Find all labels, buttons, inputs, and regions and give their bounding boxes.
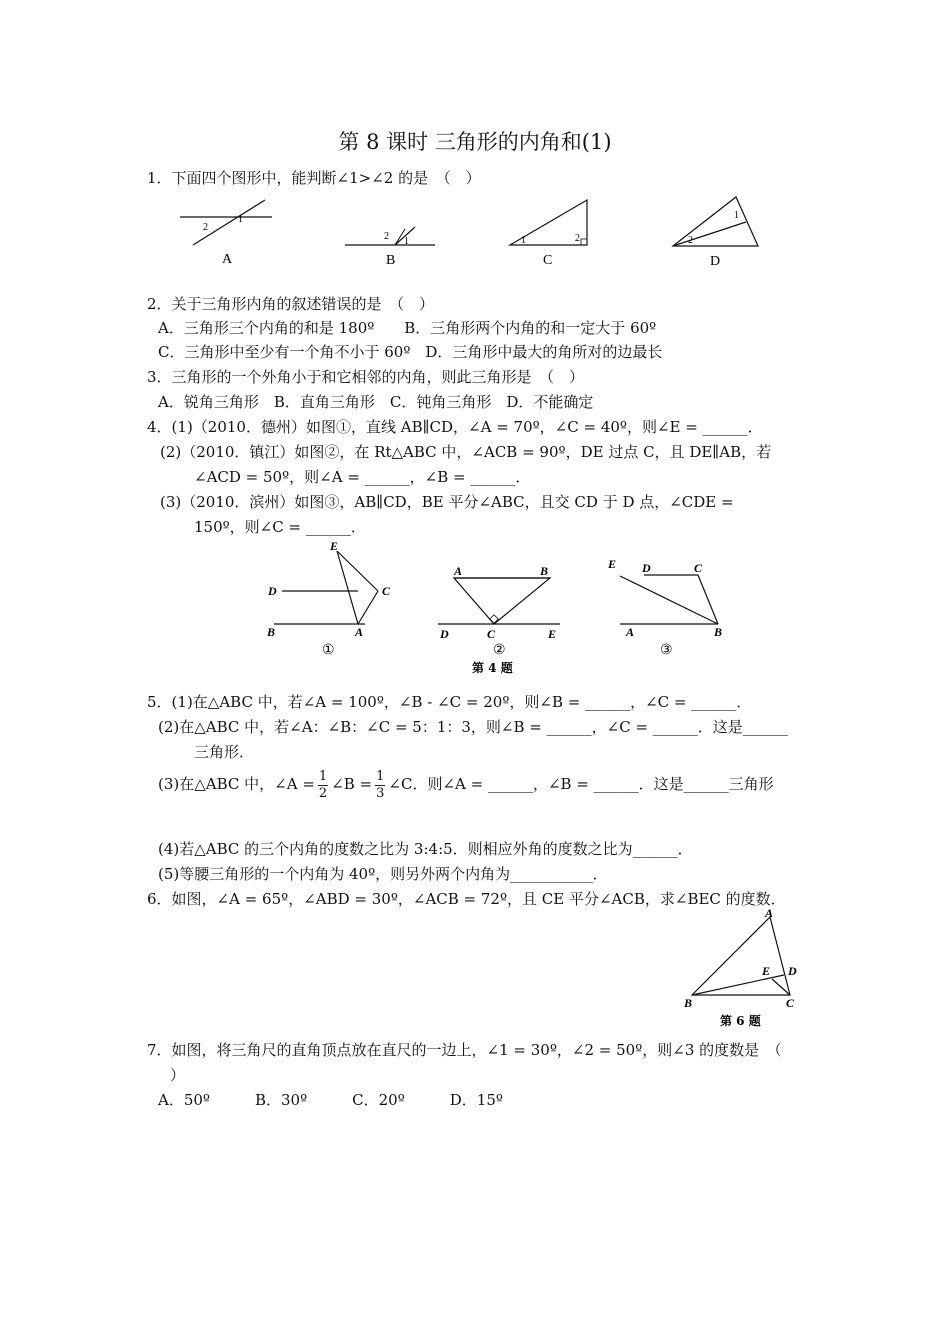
q1-figure-b [340, 215, 440, 270]
q1-d-caption: D [710, 254, 721, 269]
q5-part2-line1: (2)在△ABC 中，若∠A：∠B：∠C = 5：1：3，则∠B = ______，∠C = ______．这是______ [158, 718, 788, 736]
q4-f2-label-e: E [548, 627, 557, 641]
q6-label-c: C [786, 996, 795, 1010]
q4-figure-1 [260, 538, 400, 658]
q1-b-caption: B [386, 253, 396, 268]
q4-f3-caption: ③ [660, 642, 673, 658]
q4-f2-label-a: A [454, 564, 463, 578]
q4-f3-label-e: E [608, 557, 617, 571]
q4-f1-label-b: B [267, 625, 276, 639]
q4-f1-caption: ① [322, 642, 335, 658]
q1-figure-a [175, 195, 280, 267]
q5-part2-line2: 三角形． [194, 743, 255, 761]
q4-part2-line2: ∠ACD = 50º，则∠A = ______，∠B = ______． [194, 468, 531, 486]
q6-label-e: E [762, 964, 771, 978]
q4-part2-line1: (2)（2010．镇江）如图②，在 Rt△ABC 中，∠ACB = 90º，DE 过点 C，且 DE∥AB，若 [160, 443, 772, 461]
q4-f3-label-b: B [714, 625, 723, 639]
q4-f2-label-c: C [487, 627, 496, 641]
q4-figure-caption: 第 4 题 [472, 661, 513, 675]
q2-stem: 2．关于三角形内角的叙述错误的是 （ ） [147, 295, 435, 313]
q4-f1-label-e: E [330, 539, 339, 553]
q3-options: A．锐角三角形 B．直角三角形 C．钝角三角形 D．不能确定 [158, 393, 594, 411]
q1-d-mark-1: 1 [734, 210, 739, 221]
q7-stem-line2: ） [170, 1066, 186, 1084]
q6-stem: 6．如图，∠A = 65º，∠ABD = 30º，∠ACB = 72º，且 CE 平分∠ACB，求∠BEC 的度数． [147, 890, 786, 908]
q1-b-mark-2: 2 [384, 231, 389, 242]
q2-options-cd: C．三角形中至少有一个角不小于 60º D．三角形中最大的角所对的边最长 [158, 343, 663, 361]
q4-figure-2 [432, 560, 572, 678]
q1-a-mark-2: 2 [203, 222, 208, 233]
q6-figure [680, 905, 810, 1033]
q1-d-mark-2: 2 [688, 235, 693, 246]
q1-c-mark-1: 1 [521, 235, 526, 246]
q6-label-d: D [788, 964, 797, 978]
q4-f3-label-d: D [642, 561, 651, 575]
q4-f2-label-b: B [540, 564, 549, 578]
q5-part4: (4)若△ABC 的三个内角的度数之比为 3:4:5．则相应外角的度数之比为______． [158, 840, 693, 858]
q1-b-mark-1: 1 [404, 236, 409, 247]
q5-part3-middle: ∠B = [331, 775, 373, 793]
q6-label-b: B [684, 996, 693, 1010]
q1-c-mark-2: 2 [575, 233, 580, 244]
q1-figure-c [505, 195, 597, 270]
q4-f3-label-c: C [694, 561, 703, 575]
q5-part3-prefix: (3)在△ABC 中，∠A = [158, 775, 315, 793]
q4-f2-label-d: D [440, 627, 449, 641]
q4-f1-label-c: C [382, 584, 391, 598]
q5-fraction-third: $\frac{1}{3}$ [376, 768, 385, 801]
q4-part3-line2: 150º，则∠C = ______． [194, 518, 366, 536]
q5-part1: 5．(1)在△ABC 中，若∠A = 100º，∠B - ∠C = 20º，则∠B = ______，∠C = ______． [147, 693, 752, 711]
q5-part3 [158, 764, 774, 804]
q1-a-mark-1: 1 [238, 214, 243, 225]
q4-part3-line1: (3)（2010．滨州）如图③，AB∥CD，BE 平分∠ABC，且交 CD 于 D 点，∠CDE = [160, 493, 734, 511]
q7-stem-line1: 7．如图，将三角尺的直角顶点放在直尺的一边上，∠1 = 30º，∠2 = 50º，则∠3 的度数是 （ [147, 1041, 782, 1059]
q4-f3-label-a: A [626, 625, 635, 639]
q5-part5: (5)等腰三角形的一个内角为 40º，则另外两个内角为___________． [158, 865, 608, 883]
q7-options: A．50º B．30º C．20º D．15º [158, 1091, 503, 1109]
q6-caption: 第 6 题 [720, 1014, 761, 1028]
q5-part3-suffix: ∠C．则∠A = ______，∠B = ______．这是______三角形 [388, 775, 774, 793]
q1-figure-d [668, 192, 768, 272]
q4-f1-label-d: D [268, 584, 277, 598]
q3-stem: 3．三角形的一个外角小于和它相邻的内角，则此三角形是 （ ） [147, 368, 585, 386]
q1-c-caption: C [543, 253, 553, 268]
q1-a-caption: A [222, 252, 233, 267]
q1-stem: 1．下面四个图形中，能判断∠1>∠2 的是 （ ） [147, 169, 481, 187]
q4-part1: 4．(1)（2010．德州）如图①，直线 AB∥CD，∠A = 70º，∠C = 40º，则∠E = ______． [147, 418, 763, 436]
q6-label-a: A [765, 906, 774, 920]
page-title: 第 8 课时 三角形的内角和(1) [338, 130, 612, 154]
q2-options-ab: A．三角形三个内角的和是 180º B．三角形两个内角的和一定大于 60º [158, 319, 657, 337]
q5-fraction-half: $\frac{1}{2}$ [318, 768, 328, 801]
q4-figure-3 [600, 552, 740, 662]
q4-f2-caption: ② [493, 642, 506, 658]
q4-f1-label-a: A [355, 625, 364, 639]
